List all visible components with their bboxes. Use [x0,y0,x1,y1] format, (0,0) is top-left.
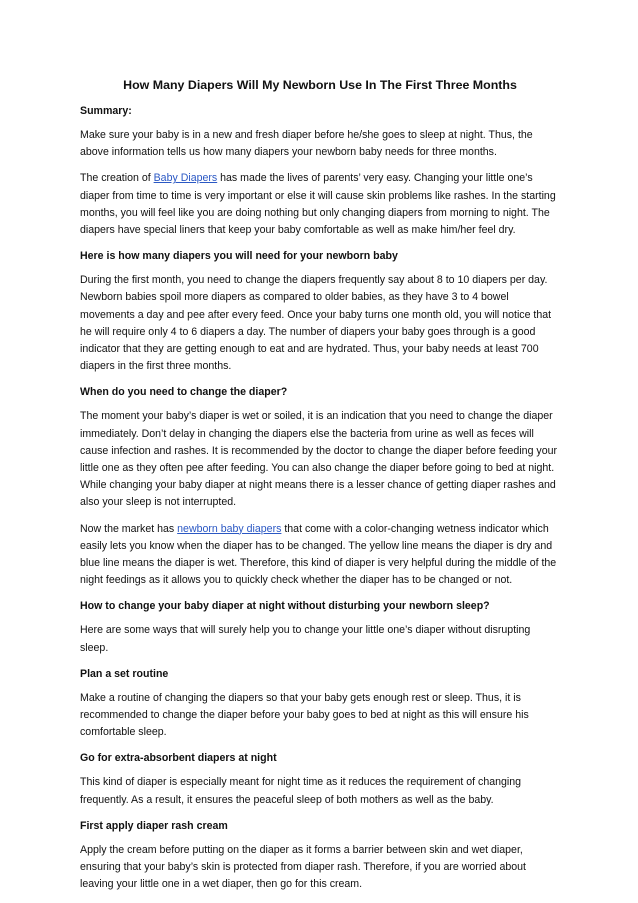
summary-paragraph: Make sure your baby is in a new and fresh diaper before he/she goes to sleep at night. Thus, the above information tells us how many diapers your newborn baby needs for three months. [80,129,533,159]
section-heading-how-many: Here is how many diapers you will need for your newborn baby [80,250,398,263]
section-paragraph-wetness-indicator [80,521,560,590]
baby-diapers-link[interactable]: Baby Diapers [153,172,218,185]
summary-heading: Summary: [80,105,132,117]
intro-text-end: has made the lives of parents’ very easy. Changing your little one’s diaper from time to time is very important or else it will cause skin problems like rashes. In the starting months, you will feel like you are doing nothing but only changing diapers from morning to night. The diapers have special liners that keep your baby comfortable as well as make him/her feel dry. [80,172,556,237]
section-heading-rash-cream: First apply diaper rash cream [80,819,228,832]
document-title: How Many Diapers Will My Newborn Use In The First Three Months [123,78,517,92]
section-heading-when-change: When do you need to change the diaper? [80,386,288,399]
section-paragraph-rash-cream: Apply the cream before putting on the diaper as it forms a barrier between skin and wet diaper, ensuring that your baby’s skin is protected from diaper rash. Therefore, if you are worried about leaving your little one in a wet diaper, then go for this cream. [80,843,526,891]
section-paragraph-when-change: The moment your baby’s diaper is wet or soiled, it is an indication that you need to change the diaper immediately. Don’t delay in changing the diapers else the bacteria from urine as well as feces will cause infection and rashes. It is recommended by the doctor to change the diaper before feeding your little one as they often pee after feeding. You can also change the diaper before going to bed at night. While changing your baby diaper at night means there is a lesser chance of getting diaper rashes and also your sleep is not interrupted. [80,410,558,509]
section-heading-extra-absorbent: Go for extra-absorbent diapers at night [80,752,277,765]
newborn-baby-diapers-link[interactable]: newborn baby diapers [177,522,282,535]
intro-paragraph [80,170,560,239]
section-paragraph-extra-absorbent: This kind of diaper is especially meant for night time as it reduces the requirement of changing frequently. As a result, it ensures the peaceful sleep of both mothers as well as the baby. [80,776,522,806]
section-heading-night-change: How to change your baby diaper at night without disturbing your newborn sleep? [80,600,490,613]
wetness-text-start: Now the market has [80,522,178,535]
document-page [80,77,560,903]
section-paragraph-night-change: Here are some ways that will surely help you to change your little one’s diaper without disrupting sleep. [80,624,531,654]
section-paragraph-how-many: During the first month, you need to change the diapers frequently say about 8 to 10 diapers per day. Newborn babies spoil more diapers as compared to older babies, as they have 3 to 4 bowel movements a day and pee after every feed. Once your baby turns one month old, you will notice that he will require only 4 to 6 diapers a day. The number of diapers your baby goes through is a good indicator that they are getting enough to eat and are hydrated. Thus, your baby needs at least 700 diapers in the first three months. [80,274,552,373]
intro-text-start: The creation of [80,172,154,185]
wetness-text-end: that come with a color-changing wetness indicator which easily lets you know when the diaper has to be changed. The yellow line means the diaper is dry and blue line means the diaper is wet. Therefore, this kind of diaper is very helpful during the middle of the night feedings as it allows you to quickly check whether the diaper has to be changed or not. [80,522,557,587]
section-paragraph-routine: Make a routine of changing the diapers so that your baby gets enough rest or sleep. Thus, it is recommended to change the diaper before your baby goes to bed at night as this will ensure his comfortable sleep. [80,691,529,739]
section-heading-routine: Plan a set routine [80,667,169,680]
